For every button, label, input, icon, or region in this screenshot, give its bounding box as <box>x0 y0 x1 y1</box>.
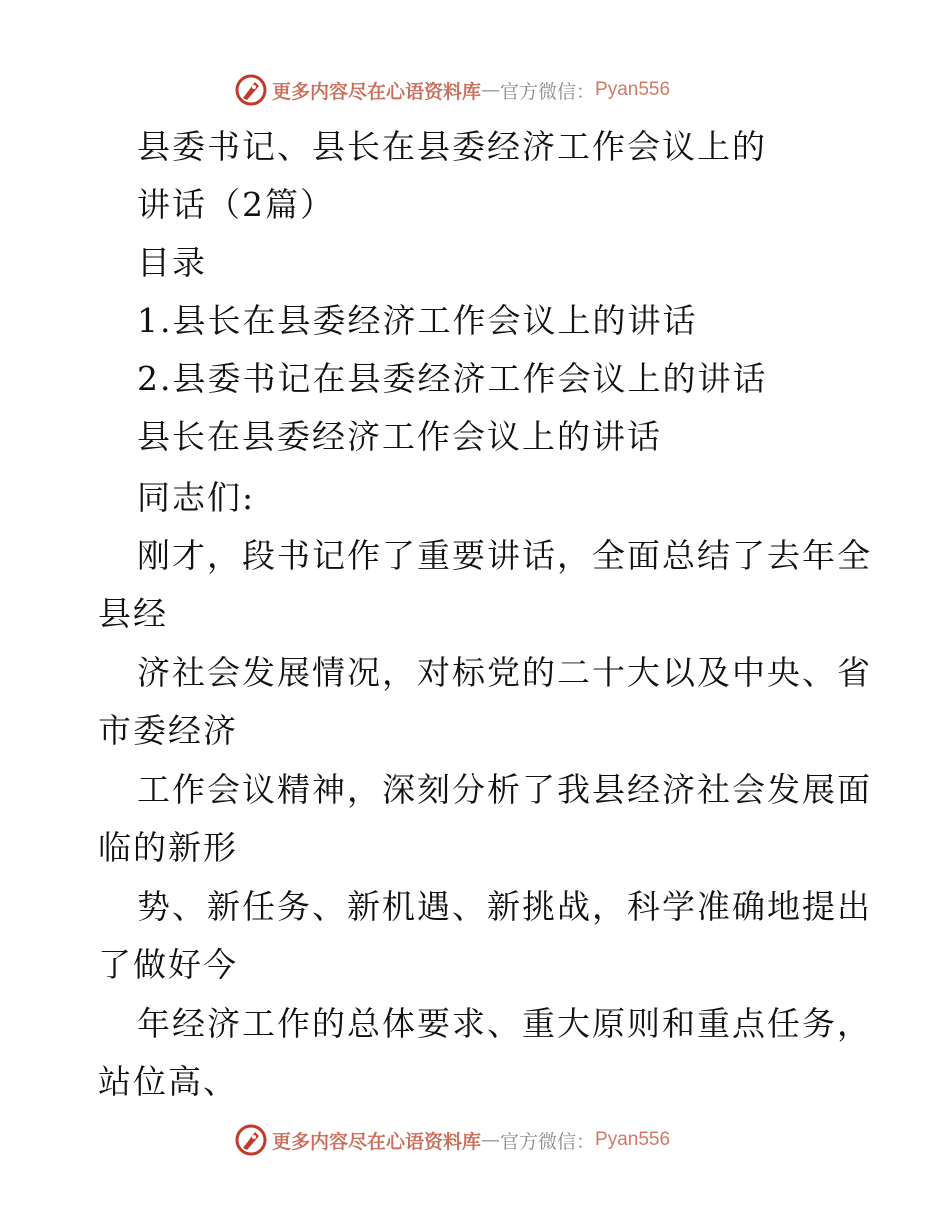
paragraph-line: 了做好今 <box>98 945 238 984</box>
watermark-main-text: 更多内容尽在心语资料库 <box>272 1130 482 1153</box>
paragraph-line: 临的新形 <box>98 828 238 867</box>
watermark-footer <box>234 1122 754 1158</box>
watermark-wechat-id: Pyan556 <box>595 79 671 100</box>
watermark-sub-text: 官方微信： <box>500 1130 596 1153</box>
paragraph-line: 刚才，段书记作了重要讲话，全面总结了去年全 <box>137 536 872 575</box>
watermark-dash: — <box>481 1129 501 1151</box>
paragraph-line: 站位高、 <box>98 1062 238 1101</box>
paragraph-line: 工作会议精神，深刻分析了我县经济社会发展面 <box>137 770 872 809</box>
pen-nib-logo-icon <box>234 1123 268 1157</box>
salutation: 同志们: <box>137 478 256 517</box>
toc-item-2: 2.县委书记在县委经济工作会议上的讲话 <box>137 359 768 398</box>
paragraph-line: 势、新任务、新机遇、新挑战，科学准确地提出 <box>137 887 872 926</box>
watermark-sub-text: 官方微信： <box>500 80 596 103</box>
paragraph-line: 县经 <box>98 594 168 633</box>
doc-title-line-1: 县委书记、县长在县委经济工作会议上的 <box>137 127 767 166</box>
watermark-wechat-id: Pyan556 <box>595 1129 671 1150</box>
watermark-main-text: 更多内容尽在心语资料库 <box>272 80 482 103</box>
watermark-dash: — <box>481 79 501 101</box>
paragraph-line: 济社会发展情况，对标党的二十大以及中央、省 <box>137 653 872 692</box>
paragraph-line: 市委经济 <box>98 711 238 750</box>
doc-title-line-2: 讲话（2篇） <box>137 185 335 224</box>
section-heading: 县长在县委经济工作会议上的讲话 <box>137 417 662 456</box>
toc-item-1: 1.县长在县委经济工作会议上的讲话 <box>137 301 698 340</box>
paragraph-line: 年经济工作的总体要求、重大原则和重点任务， <box>137 1004 872 1043</box>
toc-heading: 目录 <box>137 243 207 282</box>
